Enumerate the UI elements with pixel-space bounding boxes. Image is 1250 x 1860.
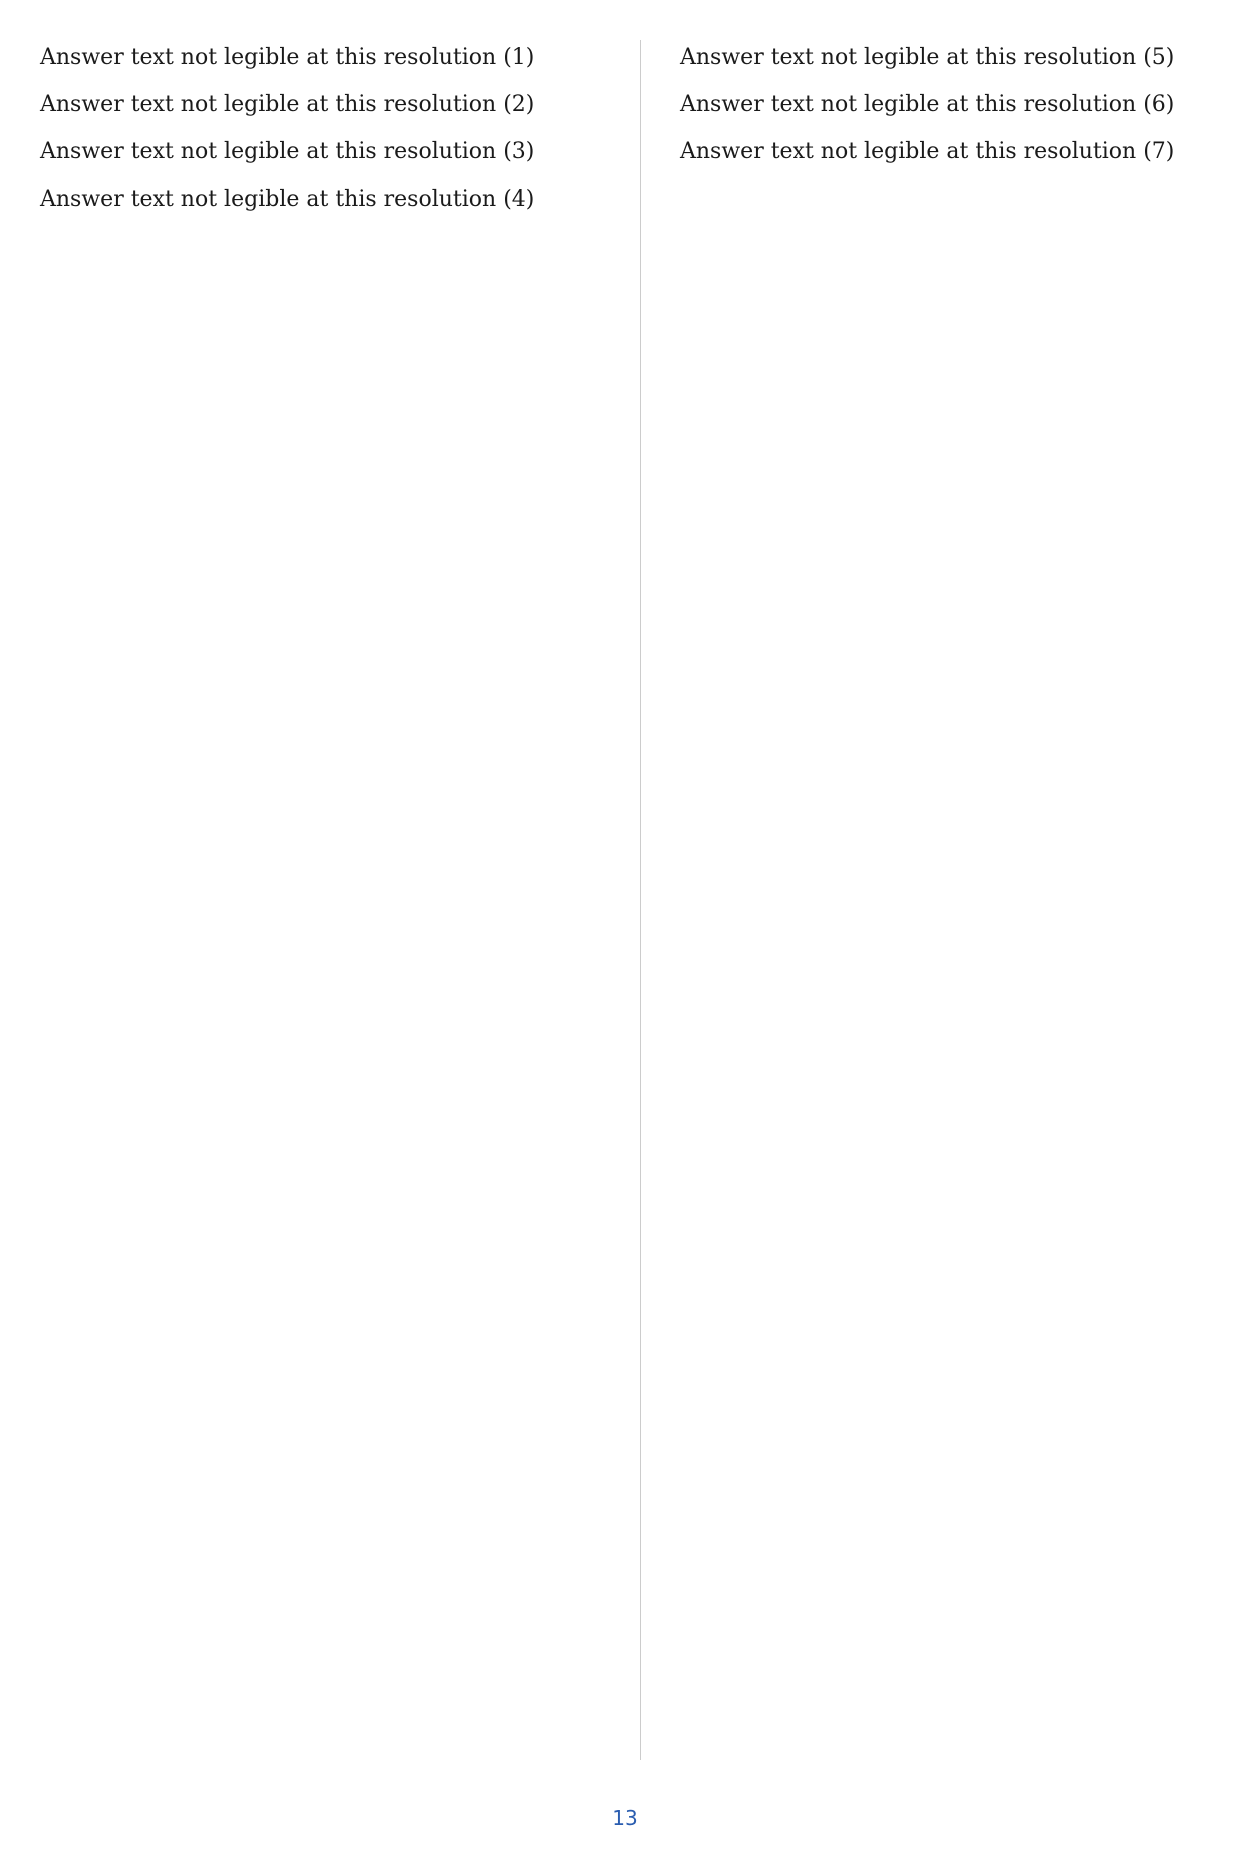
answer-line: Answer text not legible at this resolution (2) [40, 92, 535, 118]
answer-line: Answer text not legible at this resolution (5) [680, 45, 1175, 70]
left-column [40, 40, 560, 229]
answer-line: Answer text not legible at this resolution (4) [40, 186, 535, 212]
answer-line: Answer text not legible at this resolution (3) [40, 139, 535, 165]
answer-line: Answer text not legible at this resolution (1) [40, 45, 535, 70]
right-column [680, 40, 1200, 182]
answer-line: Answer text not legible at this resolution (6) [680, 92, 1175, 118]
answer-line: Answer text not legible at this resolution (7) [680, 139, 1175, 165]
page-number: 13 [612, 1806, 638, 1830]
column-divider [640, 40, 641, 1760]
